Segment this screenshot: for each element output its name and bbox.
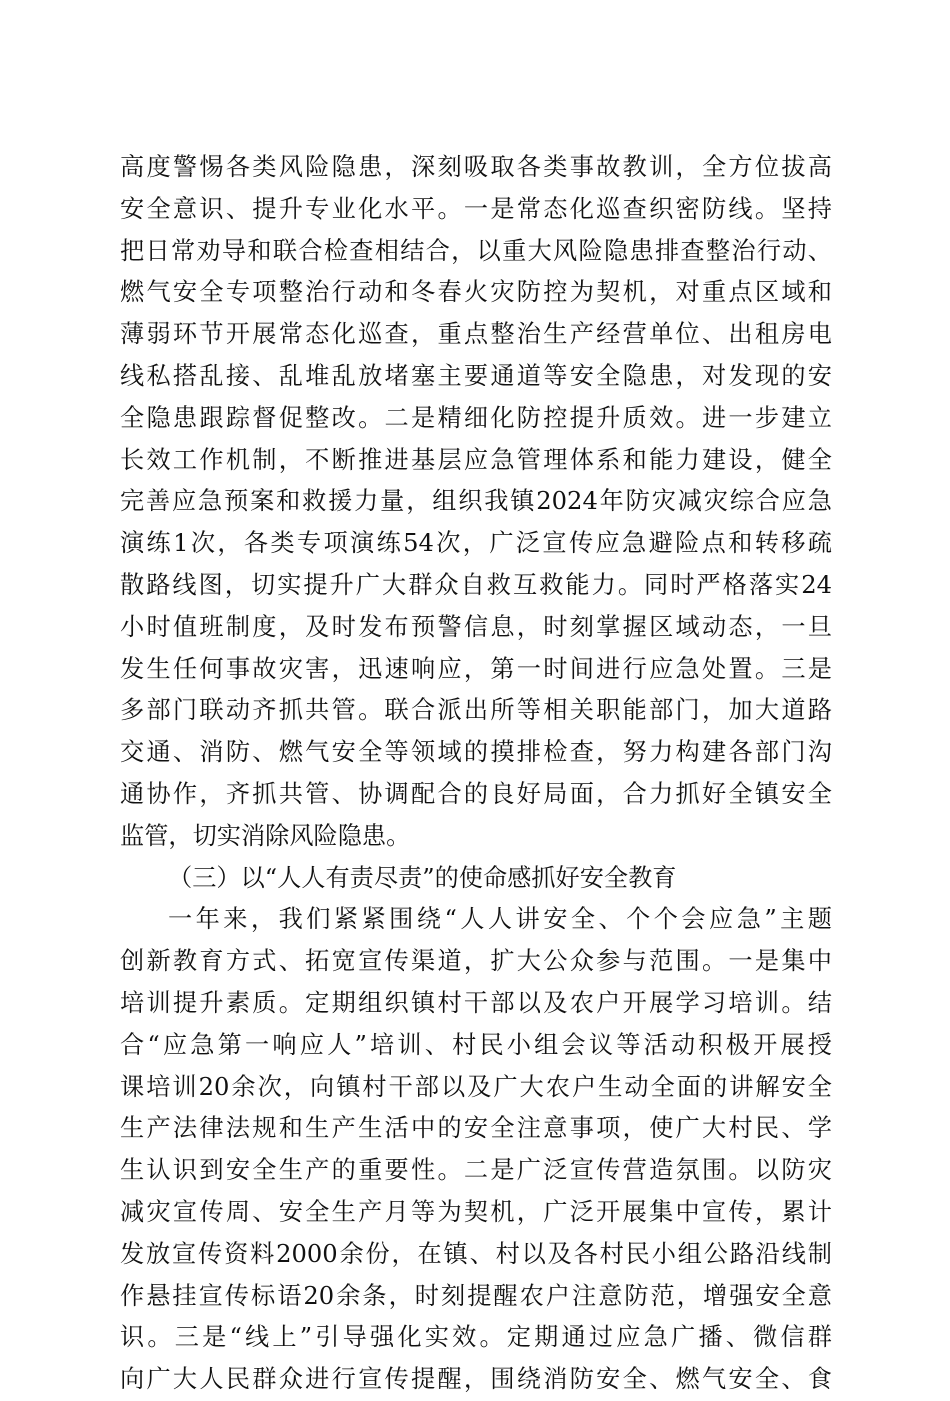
text-line: 向广大人民群众进行宣传提醒，围绕消防安全、燃气安全、食 xyxy=(120,1365,832,1394)
text-line: 交通、消防、燃气安全等领域的摸排检查，努力构建各部门沟 xyxy=(120,738,832,767)
text-line: 生认识到安全生产的重要性。二是广泛宣传营造氛围。以防灾 xyxy=(120,1156,832,1185)
text-line: 薄弱环节开展常态化巡查，重点整治生产经营单位、出租房电 xyxy=(120,320,832,349)
text-line: 课培训20余次，向镇村干部以及广大农户生动全面的讲解安全 xyxy=(120,1072,832,1101)
text-line: 发放宣传资料2000余份，在镇、村以及各村民小组公路沿线制 xyxy=(120,1239,832,1268)
text-line: 多部门联动齐抓共管。联合派出所等相关职能部门，加大道路 xyxy=(120,696,832,725)
text-line: 小时值班制度，及时发布预警信息，时刻掌握区域动态，一旦 xyxy=(120,612,832,641)
text-line: 培训提升素质。定期组织镇村干部以及农户开展学习培训。结 xyxy=(120,988,832,1017)
text-line: 减灾宣传周、安全生产月等为契机，广泛开展集中宣传，累计 xyxy=(120,1197,832,1226)
text-line: 高度警惕各类风险隐患，深刻吸取各类事故教训，全方位拔高 xyxy=(120,153,832,181)
text-line: 通协作，齐抓共管、协调配合的良好局面，合力抓好全镇安全 xyxy=(120,779,832,808)
text-line: 把日常劝导和联合检查相结合，以重大风险隐患排查整治行动、 xyxy=(120,236,832,265)
paragraph-safety-supervision xyxy=(120,147,832,858)
text-line: 监管，切实消除风险隐患。 xyxy=(120,821,411,850)
text-line: 合“应急第一响应人”培训、村民小组会议等活动积极开展授 xyxy=(120,1030,832,1059)
text-line: 作悬挂宣传标语20余条，时刻提醒农户注意防范，增强安全意 xyxy=(120,1281,832,1310)
text-line: 识。三是“线上”引导强化实效。定期通过应急广播、微信群 xyxy=(120,1323,832,1352)
text-line: 生产法律法规和生产生活中的安全注意事项，使广大村民、学 xyxy=(120,1114,832,1143)
text-line: 演练1次，各类专项演练54次，广泛宣传应急避险点和转移疏 xyxy=(120,529,832,558)
document-body xyxy=(120,147,832,1401)
text-line: 发生任何事故灾害，迅速响应，第一时间进行应急处置。三是 xyxy=(120,654,832,683)
text-line: 散路线图，切实提升广大群众自救互救能力。同时严格落实24 xyxy=(120,570,832,599)
paragraph-safety-education xyxy=(120,899,832,1401)
text-line: 完善应急预案和救援力量，组织我镇2024年防灾减灾综合应急 xyxy=(120,487,832,516)
text-line: 创新教育方式、拓宽宣传渠道，扩大公众参与范围。一是集中 xyxy=(120,947,832,976)
text-line: 一年来，我们紧紧围绕“人人讲安全、个个会应急”主题 xyxy=(168,905,832,934)
text-line: 全隐患跟踪督促整改。二是精细化防控提升质效。进一步建立 xyxy=(120,403,832,432)
text-line: 线私搭乱接、乱堆乱放堵塞主要通道等安全隐患，对发现的安 xyxy=(120,361,832,390)
text-line: 燃气安全专项整治行动和冬春火灾防控为契机，对重点区域和 xyxy=(120,278,832,307)
text-line: 长效工作机制，不断推进基层应急管理体系和能力建设，健全 xyxy=(120,445,832,474)
text-line: 安全意识、提升专业化水平。一是常态化巡查织密防线。坚持 xyxy=(120,194,832,223)
section-heading: （三）以“人人有责尽责”的使命感抓好安全教育 xyxy=(168,863,677,892)
